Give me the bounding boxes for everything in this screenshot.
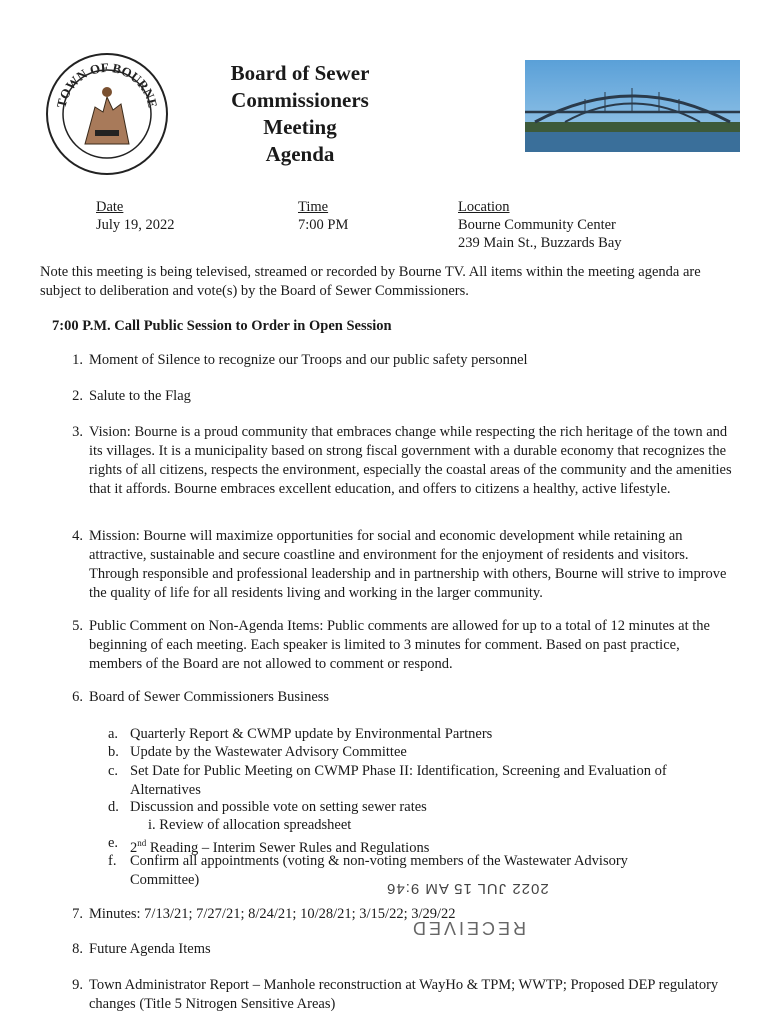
- title-line-2: Meeting: [263, 115, 337, 139]
- item-text: Minutes: 7/13/21; 7/27/21; 8/24/21; 10/28/21; 3/15/22; 3/29/22: [89, 906, 456, 922]
- location-line-2: 239 Main St., Buzzards Bay: [458, 235, 622, 251]
- sub-text-main: Reading – Interim Sewer Rules and Regulations: [149, 839, 430, 856]
- agenda-item-7: [55, 905, 735, 924]
- agenda-item-4: [55, 527, 735, 603]
- sub-letter: f.: [108, 853, 117, 869]
- business-item-b: [108, 743, 728, 762]
- item-number: 3.: [72, 424, 83, 440]
- item-number: 9.: [72, 977, 83, 993]
- meeting-notice: Note this meeting is being televised, streamed or recorded by Bourne TV. All items within the meeting agenda are subject to deliberation and vote(s) by the Board of Sewer Commissioners.: [40, 264, 701, 299]
- town-seal: [45, 52, 169, 176]
- sub-letter: a.: [108, 726, 119, 742]
- item-number: 7.: [72, 906, 83, 922]
- subsub-number: i.: [148, 817, 156, 833]
- item-number: 5.: [72, 618, 83, 634]
- page-title: [180, 60, 420, 168]
- location-block: [458, 198, 622, 252]
- item-text: Town Administrator Report – Manhole reconstruction at WayHo & TPM; WWTP; Proposed DEP regulatory changes (Title 5 Nitrogen Sensitive Areas): [89, 977, 719, 1012]
- item-text: Public Comment on Non-Agenda Items: Public comments are allowed for up to a total of 12 minutes at the beginning of each meeting. Each speaker is limited to 3 minutes for comment. Based on past practice, members of the Board are not allowed to comment or respond.: [89, 618, 710, 672]
- item-text: Mission: Bourne will maximize opportunities for social and economic development while retaining an attractive, sustainable and secure coastline and environment for the enjoyment of residents and visitors. Through responsible and professional leadership and in partnership with others, Bourne will strive to improve the quality of life for all residents living and working in the larger community.: [89, 528, 727, 601]
- location-line-1: Bourne Community Center: [458, 217, 616, 233]
- business-item-a: [108, 725, 728, 744]
- item-number: 1.: [72, 352, 83, 368]
- sub-letter: d.: [108, 799, 119, 815]
- item-text: Salute to the Flag: [89, 388, 191, 404]
- received-stamp-date: 2022 JUL 15 AM 9:46: [386, 880, 549, 897]
- item-number: 6.: [72, 689, 83, 705]
- sub-text: Set Date for Public Meeting on CWMP Phase II: Identification, Screening and Evaluation of Alternatives: [130, 763, 667, 798]
- agenda-item-1: [55, 351, 735, 370]
- item-number: 2.: [72, 388, 83, 404]
- sub-text: Update by the Wastewater Advisory Committee: [130, 744, 407, 760]
- business-item-d: [108, 798, 728, 817]
- sub-text: Discussion and possible vote on setting sewer rates: [130, 799, 427, 815]
- date-label: Date: [96, 199, 124, 215]
- time-value: 7:00 PM: [298, 217, 349, 233]
- section-heading: 7:00 P.M. Call Public Session to Order in Open Session: [52, 318, 392, 334]
- agenda-item-8: [55, 940, 735, 959]
- sub-letter: e.: [108, 835, 119, 851]
- received-stamp-label: RECEIVED: [410, 918, 527, 938]
- item-text: Vision: Bourne is a proud community that embraces change while respecting the rich heritage of the town and its villages. It is a municipality based on strong fiscal government with a durable economy that recognizes the rights of all citizens, respects the environment, especially the coastal areas of the community and the amenities that it affords. Bourne embraces excellent education, and offers to citizens a healthy, active lifestyle.: [89, 424, 732, 497]
- sub-letter: c.: [108, 763, 119, 779]
- agenda-item-9: [55, 976, 735, 1014]
- agenda-item-5: [55, 617, 735, 674]
- item-text: Board of Sewer Commissioners Business: [89, 689, 330, 705]
- title-line-1: Board of Sewer Commissioners: [230, 61, 370, 112]
- location-label: Location: [458, 199, 510, 215]
- ordinal-suffix: nd: [137, 838, 147, 848]
- business-item-c: [108, 762, 728, 799]
- agenda-item-2: [55, 387, 735, 406]
- business-subitem-i: [148, 816, 351, 834]
- title-line-3: Agenda: [265, 142, 335, 166]
- subsub-text: Review of allocation spreadsheet: [159, 817, 352, 833]
- bridge-photo: [525, 60, 740, 152]
- date-value: July 19, 2022: [96, 217, 175, 233]
- item-text: Moment of Silence to recognize our Troops and our public safety personnel: [89, 352, 528, 368]
- agenda-item-6: [55, 688, 735, 707]
- seal-text: TOWN OF BOURNE: [53, 59, 161, 110]
- time-label: Time: [298, 199, 329, 215]
- sub-letter: b.: [108, 744, 119, 760]
- item-number: 4.: [72, 528, 83, 544]
- ordinal-number: 2: [130, 839, 138, 856]
- sub-text: Confirm all appointments (voting & non-voting members of the Wastewater Advisory Committee): [130, 853, 628, 888]
- date-block: [96, 198, 175, 234]
- time-block: [298, 198, 348, 234]
- agenda-item-3: [55, 423, 735, 499]
- item-text: Future Agenda Items: [89, 941, 211, 957]
- sub-text: Quarterly Report & CWMP update by Environmental Partners: [130, 726, 493, 742]
- item-number: 8.: [72, 941, 83, 957]
